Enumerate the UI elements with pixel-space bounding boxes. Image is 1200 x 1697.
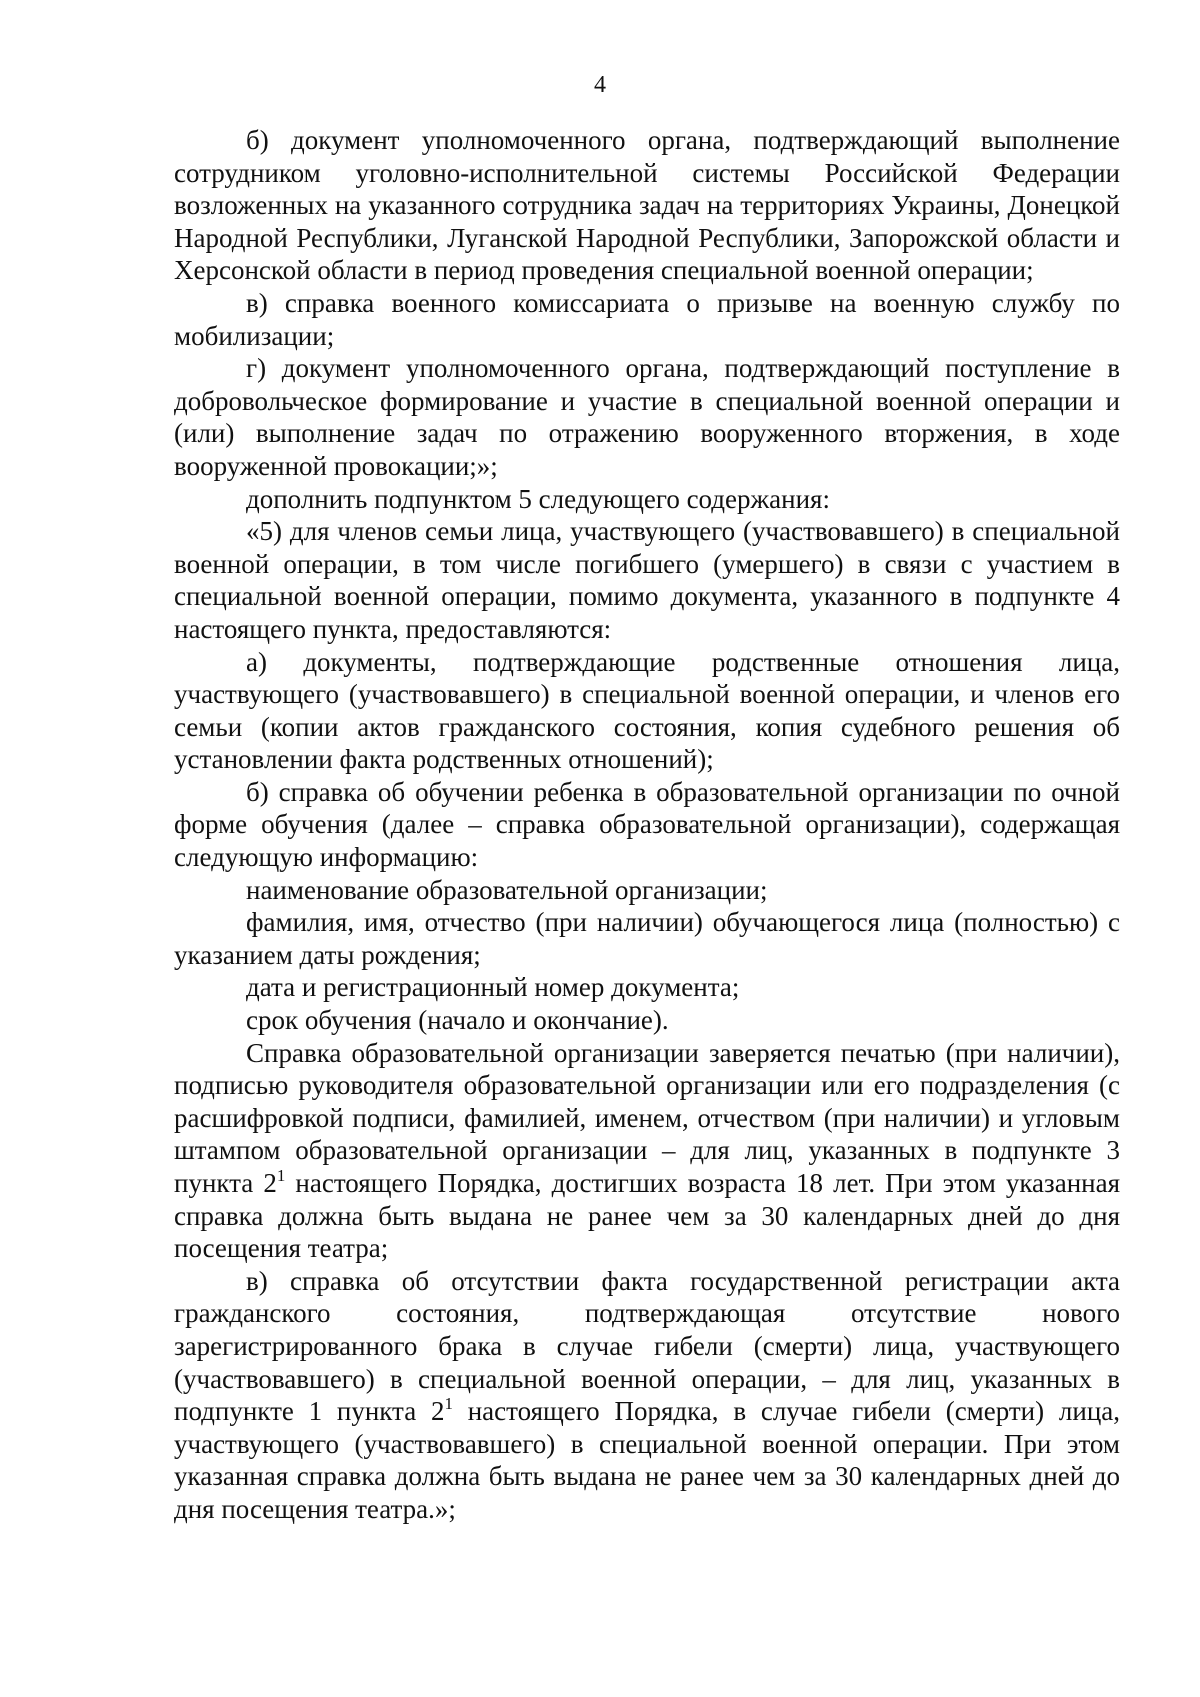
superscript-index: 1 xyxy=(276,1166,286,1185)
superscript-index: 1 xyxy=(444,1394,453,1414)
paragraph-text: б) документ уполномоченного органа, подтверждающий выполнение сотрудником уголовно-исполнительной системы Российской Федерации возложенных на указанного сотрудника задач на территориях Украины, Донецкой Народной Республики, Луганской Народной Республики, Запорожской области и Херсонской области в период проведения специальной военной операции; xyxy=(174,125,1120,286)
paragraph-p11 xyxy=(174,1004,1120,1037)
paragraph-text: дата и регистрационный номер документа; xyxy=(246,972,740,1003)
paragraph-text: настоящего Порядка, достигших возраста 18 лет. При этом указанная справка должна быть выдана не ранее чем за 30 календарных дней до дня посещения театра; xyxy=(174,1168,1120,1264)
paragraph-p1 xyxy=(174,124,1120,287)
paragraph-text: срок обучения (начало и окончание). xyxy=(246,1005,669,1036)
paragraph-p2 xyxy=(174,287,1120,352)
paragraph-text: в) справка об отсутствии факта государственной регистрации акта гражданского состояния, подтверждающая отсутствие нового зарегистрированного брака в случае гибели (смерти) лица, участвующего (участвовавшего) в специальной военной операции, – для лиц, указанных в подпункте 1 пункта 2 xyxy=(174,1265,1120,1427)
paragraph-p5 xyxy=(174,515,1120,645)
paragraph-text: а) документы, подтверждающие родственные отношения лица, участвующего (участвовавшего) в специальной военной операции, и членов его семьи (копии актов гражданского состояния, копия судебного решения об установлении факта родственных отношений); xyxy=(174,646,1120,775)
paragraph-p7 xyxy=(174,776,1120,874)
paragraph-text: наименование образовательной организации; xyxy=(246,874,768,905)
paragraph-p10 xyxy=(174,971,1120,1004)
paragraph-text: фамилия, имя, отчество (при наличии) обучающегося лица (полностью) с указанием даты рождения; xyxy=(174,907,1120,970)
paragraph-text: г) документ уполномоченного органа, подтверждающий поступление в добровольческое формирование и участие в специальной военной операции и (или) выполнение задач по отражению вооруженного вторжения, в ходе вооруженной провокации;»; xyxy=(174,353,1120,481)
paragraph-text: б) справка об обучении ребенка в образовательной организации по очной форме обучения (далее – справка образовательной организации), содержащая следующую информацию: xyxy=(174,776,1120,873)
paragraph-p9 xyxy=(174,906,1120,971)
document-body xyxy=(174,124,1120,1526)
paragraph-text: «5) для членов семьи лица, участвующего (участвовавшего) в специальной военной операции, в том числе погибшего (умершего) в связи с участием в специальной военной операции, помимо документа, указанного в подпункте 4 настоящего пункта, предоставляются: xyxy=(174,516,1120,644)
paragraph-p13 xyxy=(174,1265,1120,1526)
paragraph-p6 xyxy=(174,646,1120,776)
paragraph-p4 xyxy=(174,483,1120,516)
paragraph-p3 xyxy=(174,352,1120,482)
page-number: 4 xyxy=(594,72,606,98)
paragraph-text: дополнить подпунктом 5 следующего содержания: xyxy=(246,483,830,514)
paragraph-p12 xyxy=(174,1037,1120,1265)
paragraph-p8 xyxy=(174,874,1120,907)
paragraph-text: Справка образовательной организации заверяется печатью (при наличии), подписью руководителя образовательной организации или его подразделения (с расшифровкой подписи, фамилией, именем, отчеством (при наличии) и угловым штампом образовательной организации – для лиц, указанных в подпункте 3 пункта 2 xyxy=(174,1037,1120,1198)
paragraph-text: в) справка военного комиссариата о призыве на военную службу по мобилизации; xyxy=(174,287,1120,351)
paragraph-text: настоящего Порядка, в случае гибели (смерти) лица, участвующего (участвовавшего) в специальной военной операции. При этом указанная справка должна быть выдана не ранее чем за 30 календарных дней до дня посещения театра.»; xyxy=(174,1396,1121,1524)
